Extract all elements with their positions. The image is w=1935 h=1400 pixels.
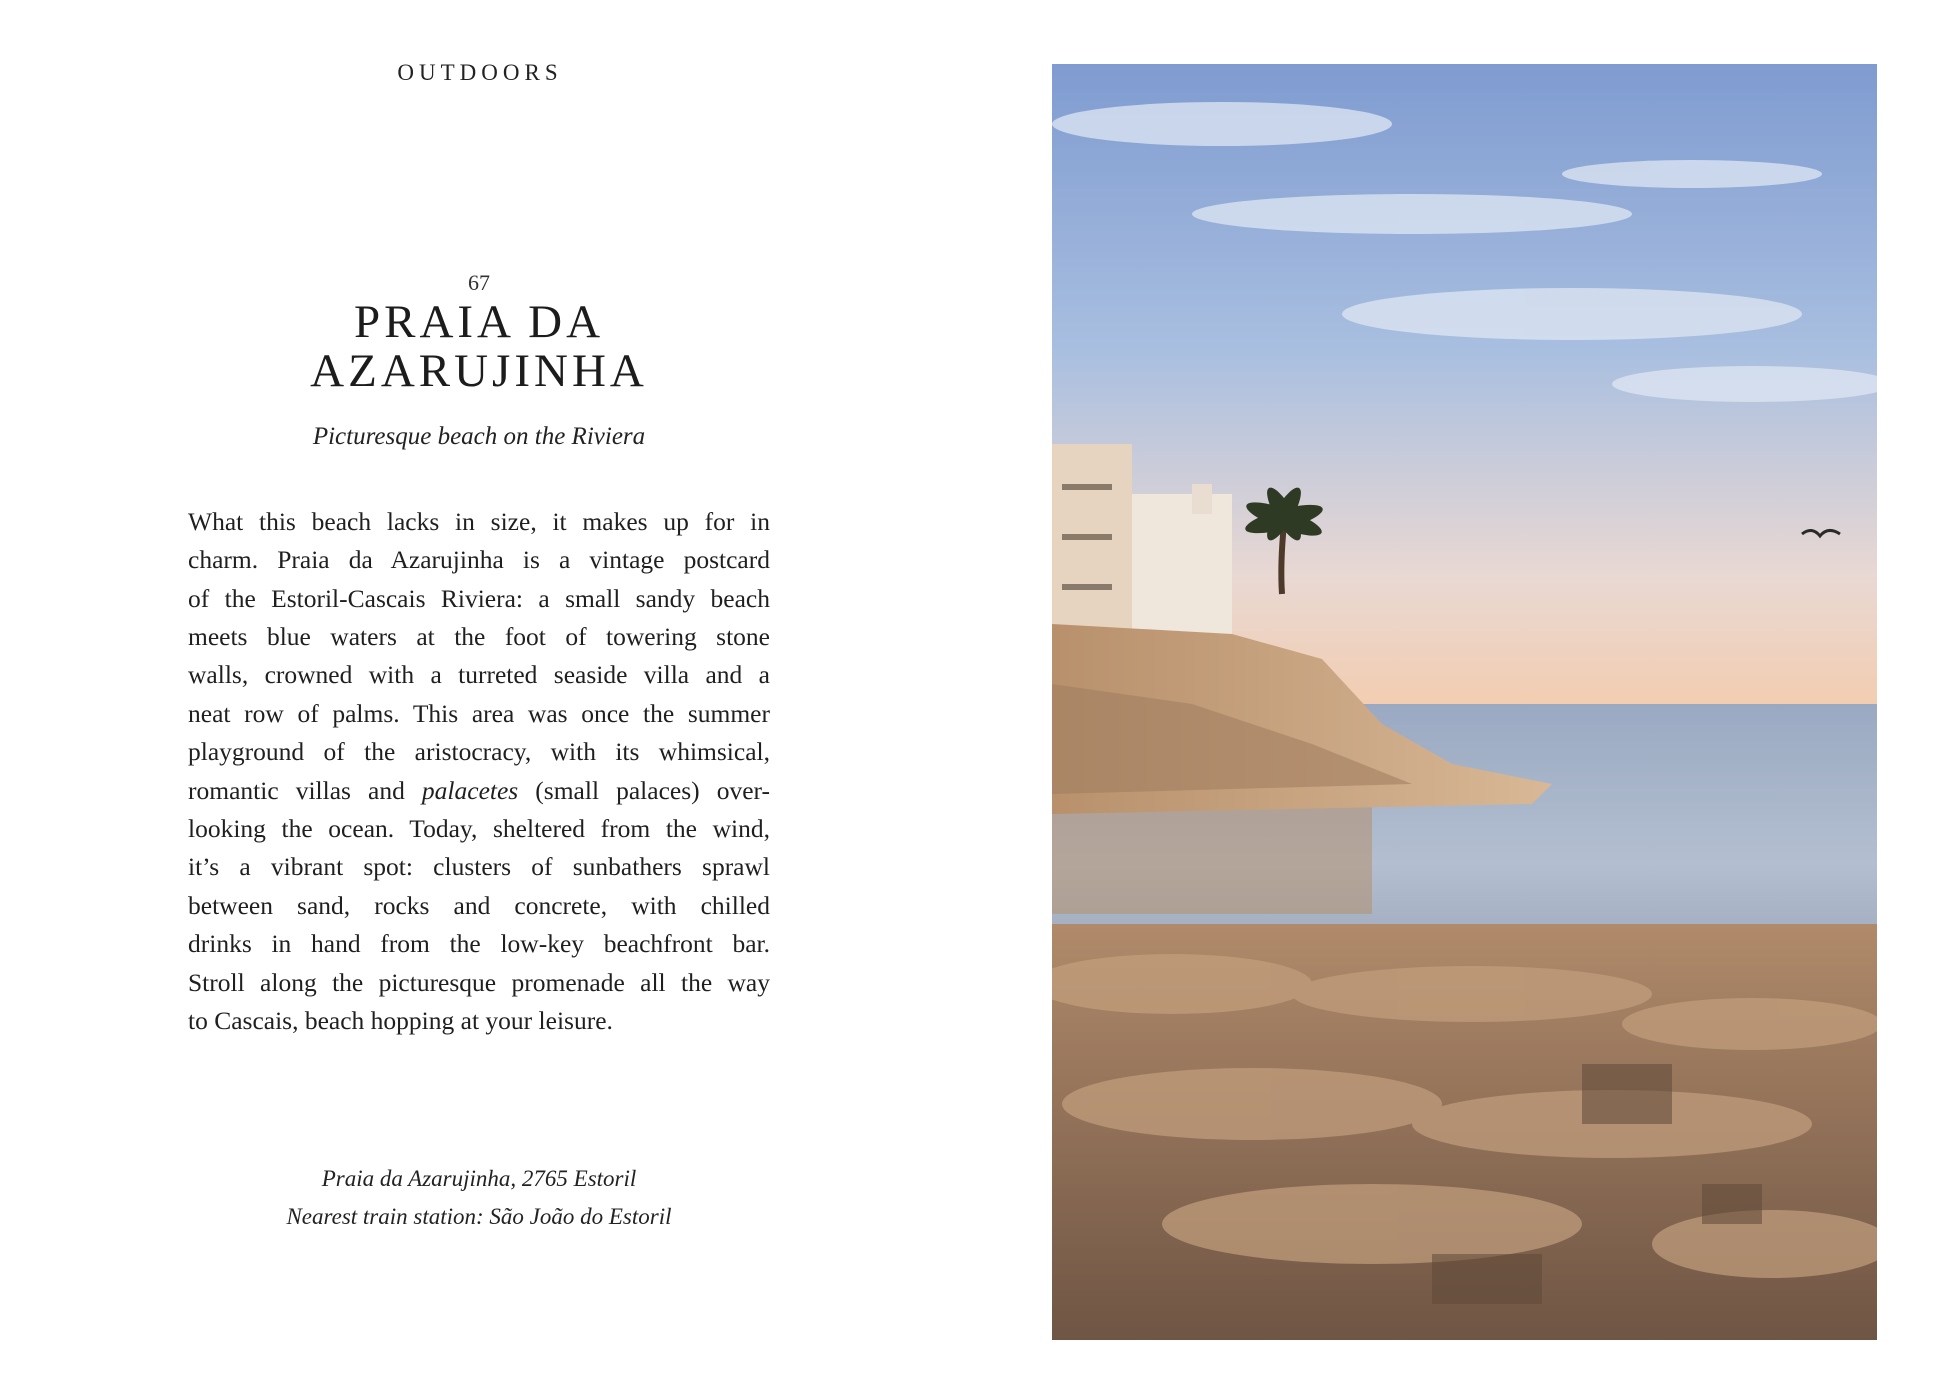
body-line: between sand, rocks and concrete, with chilled bbox=[188, 890, 770, 920]
body-line: neat row of palms. This area was once the summer bbox=[188, 698, 770, 728]
body-line: it’s a vibrant spot: clusters of sunbathers sprawl bbox=[188, 852, 770, 882]
body-line bbox=[188, 772, 770, 810]
body-text-run: romantic villas and bbox=[188, 775, 422, 805]
beach-photo bbox=[1052, 64, 1877, 1340]
entry-text-block bbox=[188, 270, 770, 1040]
body-line: drinks in hand from the low-key beachfront bar. bbox=[188, 929, 770, 959]
body-line: of the Estoril-Cascais Riviera: a small sandy beach bbox=[188, 583, 770, 613]
body-line: meets blue waters at the foot of towering stone bbox=[188, 621, 770, 651]
section-label: OUTDOORS bbox=[397, 60, 563, 85]
body-line: charm. Praia da Azarujinha is a vintage postcard bbox=[188, 545, 770, 575]
beach-photo-illustration bbox=[1052, 64, 1877, 1340]
entry-title: PRAIA DA AZARUJINHA bbox=[310, 296, 648, 398]
body-line: What this beach lacks in size, it makes up for in bbox=[188, 506, 770, 536]
entry-number: 67 bbox=[468, 270, 490, 295]
nearest-station: Nearest train station: São João do Estoril bbox=[286, 1204, 672, 1229]
address-line: Praia da Azarujinha, 2765 Estoril bbox=[321, 1166, 637, 1191]
body-text-run: (small palaces) over- bbox=[518, 775, 770, 805]
body-line: playground of the aristocracy, with its whimsical, bbox=[188, 737, 770, 767]
address-block bbox=[188, 1160, 770, 1236]
body-line: walls, crowned with a turreted seaside villa and a bbox=[188, 660, 770, 690]
body-line: looking the ocean. Today, sheltered from the wind, bbox=[188, 813, 770, 843]
entry-body bbox=[188, 503, 770, 1041]
body-emphasis: palacetes bbox=[421, 775, 519, 805]
body-line: Stroll along the picturesque promenade all the way bbox=[188, 967, 770, 997]
entry-subtitle: Picturesque beach on the Riviera bbox=[312, 422, 646, 450]
body-line: to Cascais, beach hopping at your leisure. bbox=[188, 1005, 613, 1035]
